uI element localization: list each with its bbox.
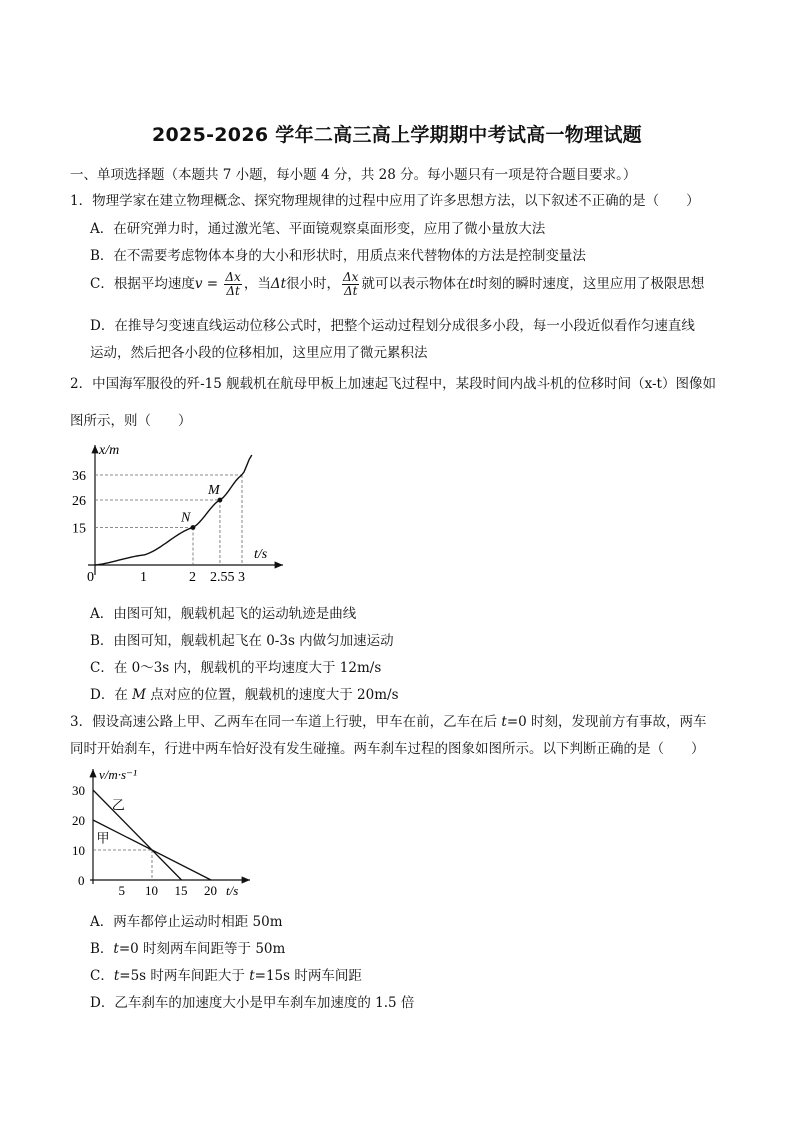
q3-stem-line1 [70, 710, 707, 730]
q2-option-a: A．由图可知，舰载机起飞的运动轨迹是曲线 [90, 606, 357, 622]
origin-label: 0 [78, 873, 85, 888]
x-tick-label: 3 [238, 570, 245, 585]
q3-b-t: t [113, 941, 119, 957]
point-N [191, 525, 196, 530]
q3-option-c [90, 964, 362, 984]
vt-graph [68, 764, 268, 904]
x-tick-label: 1 [140, 570, 147, 585]
point-label: M [207, 483, 220, 498]
y-axis-label: x/m [99, 443, 120, 458]
x-tick-label: 2.55 [209, 570, 235, 585]
x-tick-label: 2 [189, 570, 196, 585]
q3-c-mid: =5s 时两车间距大于 [119, 968, 250, 984]
q1-c-eq: = [202, 276, 223, 292]
y-axis-label: v/m·s⁻¹ [99, 767, 137, 782]
y-tick-label: 36 [72, 469, 86, 484]
q2-stem-line2: 图所示，则（ ） [70, 413, 192, 429]
q1-c-t: t [469, 276, 475, 292]
q1-option-b: B．在不需要考虑物体本身的大小和形状时，用质点来代替物体的方法是控制变量法 [90, 248, 586, 264]
x-tick-label: 0 [87, 570, 94, 585]
x-tick-label: 5 [118, 883, 125, 898]
q3-c-label: C． [90, 968, 114, 984]
q1-c-mid2: 很小时， [286, 276, 341, 292]
q2-stem-line1: 2．中国海军服役的歼-15 舰载机在航母甲板上加速起飞过程中，某段时间内战斗机的位移时间（x-t）图像如 [70, 376, 716, 392]
q3-option-d: D．乙车刹车的加速度大小是甲车刹车加速度的 1.5 倍 [90, 995, 415, 1011]
fraction-denominator: Δt [343, 284, 358, 298]
q3-b-text: =0 时刻两车间距等于 50m [118, 941, 286, 957]
q3-stem1-pre: 3．假设高速公路上甲、乙两车在同一车道上行驶，甲车在前，乙车在后 [70, 714, 502, 730]
q2-option-c: C．在 0～3s 内，舰载机的平均速度大于 12m/s [90, 660, 382, 676]
x-tick-label: 10 [145, 883, 158, 898]
point-M [218, 498, 223, 503]
q1-option-a: A．在研究弹力时，通过激光笔、平面镜观察桌面形变，应用了微小量放大法 [90, 221, 546, 237]
x-axis-label: t/s [226, 883, 239, 898]
q3-stem-line2: 同时开始刹车，行进中两车恰好没有发生碰撞。两车刹车过程的图象如图所示。以下判断正确的是（ ） [70, 741, 705, 757]
x-axis-label: t/s [254, 547, 268, 562]
q2-option-b: B．由图可知，舰载机起飞在 0-3s 内做匀加速运动 [90, 633, 394, 649]
q2-d-post: 点对应的位置，舰载机的速度大于 20m/s [145, 687, 399, 703]
q3-b-label: B． [90, 941, 114, 957]
y-tick-label: 26 [72, 494, 86, 509]
q1-c-post: 时刻的瞬时速度，这里应用了极限思想 [474, 276, 705, 292]
y-tick-label: 15 [72, 521, 86, 537]
q1-c-pre: C．根据平均速度 [90, 276, 195, 292]
instant-velocity-fraction [342, 271, 359, 298]
q3-c-t1: t [113, 968, 120, 984]
q3-c-post: =15s 时两车间距 [254, 968, 362, 984]
avg-velocity-fraction [224, 271, 241, 298]
q1-c-v: v [194, 276, 203, 292]
y-tick-label: 20 [72, 813, 85, 828]
q1-option-d-line2: 运动，然后把各小段的位移相加，这里应用了微元累积法 [90, 345, 428, 361]
q3-option-b [90, 937, 285, 957]
series-label: 乙 [111, 797, 125, 813]
q1-c-mid3: 就可以表示物体在 [361, 276, 470, 292]
q2-d-pre: D．在 [90, 687, 133, 703]
fraction-denominator: Δt [226, 284, 240, 298]
exam-title: 2025-2026 学年二高三高上学期期中考试高一物理试题 [152, 124, 642, 146]
point-label: N [181, 510, 191, 526]
q2-option-d [90, 683, 399, 703]
y-tick-label: 30 [72, 783, 85, 798]
q3-option-a: A．两车都停止运动时相距 50m [90, 914, 283, 930]
q3-stem1-t: t [501, 714, 507, 730]
fraction-numerator: Δx [343, 270, 359, 284]
x-tick-label: 20 [204, 883, 217, 898]
q1-c-dt: Δt [270, 276, 287, 292]
section-heading: 一、单项选择题（本题共 7 小题，每小题 4 分，共 28 分。每小题只有一项是符合题目要求。） [70, 167, 637, 183]
q3-stem1-post: =0 时刻，发现前方有事故，两车 [506, 714, 707, 730]
q1-stem: 1．物理学家在建立物理概念、探究物理规律的过程中应用了许多思想方法，以下叙述不正确的是（ ） [70, 193, 700, 209]
q1-option-c [90, 271, 704, 298]
series-label: 甲 [96, 830, 110, 846]
y-tick-label: 10 [72, 843, 85, 858]
q1-option-d-line1: D．在推导匀变速直线运动位移公式时，把整个运动过程划分成很多小段，每一小段近似看作匀速直线 [90, 318, 695, 334]
q2-d-m: M [132, 687, 146, 703]
xt-graph [68, 440, 288, 590]
x-tick-label: 15 [174, 883, 188, 898]
fraction-numerator: Δx [225, 270, 241, 284]
xt-curve [95, 455, 252, 565]
q1-c-mid1: ，当 [243, 276, 271, 292]
q3-c-t2: t [249, 968, 255, 984]
